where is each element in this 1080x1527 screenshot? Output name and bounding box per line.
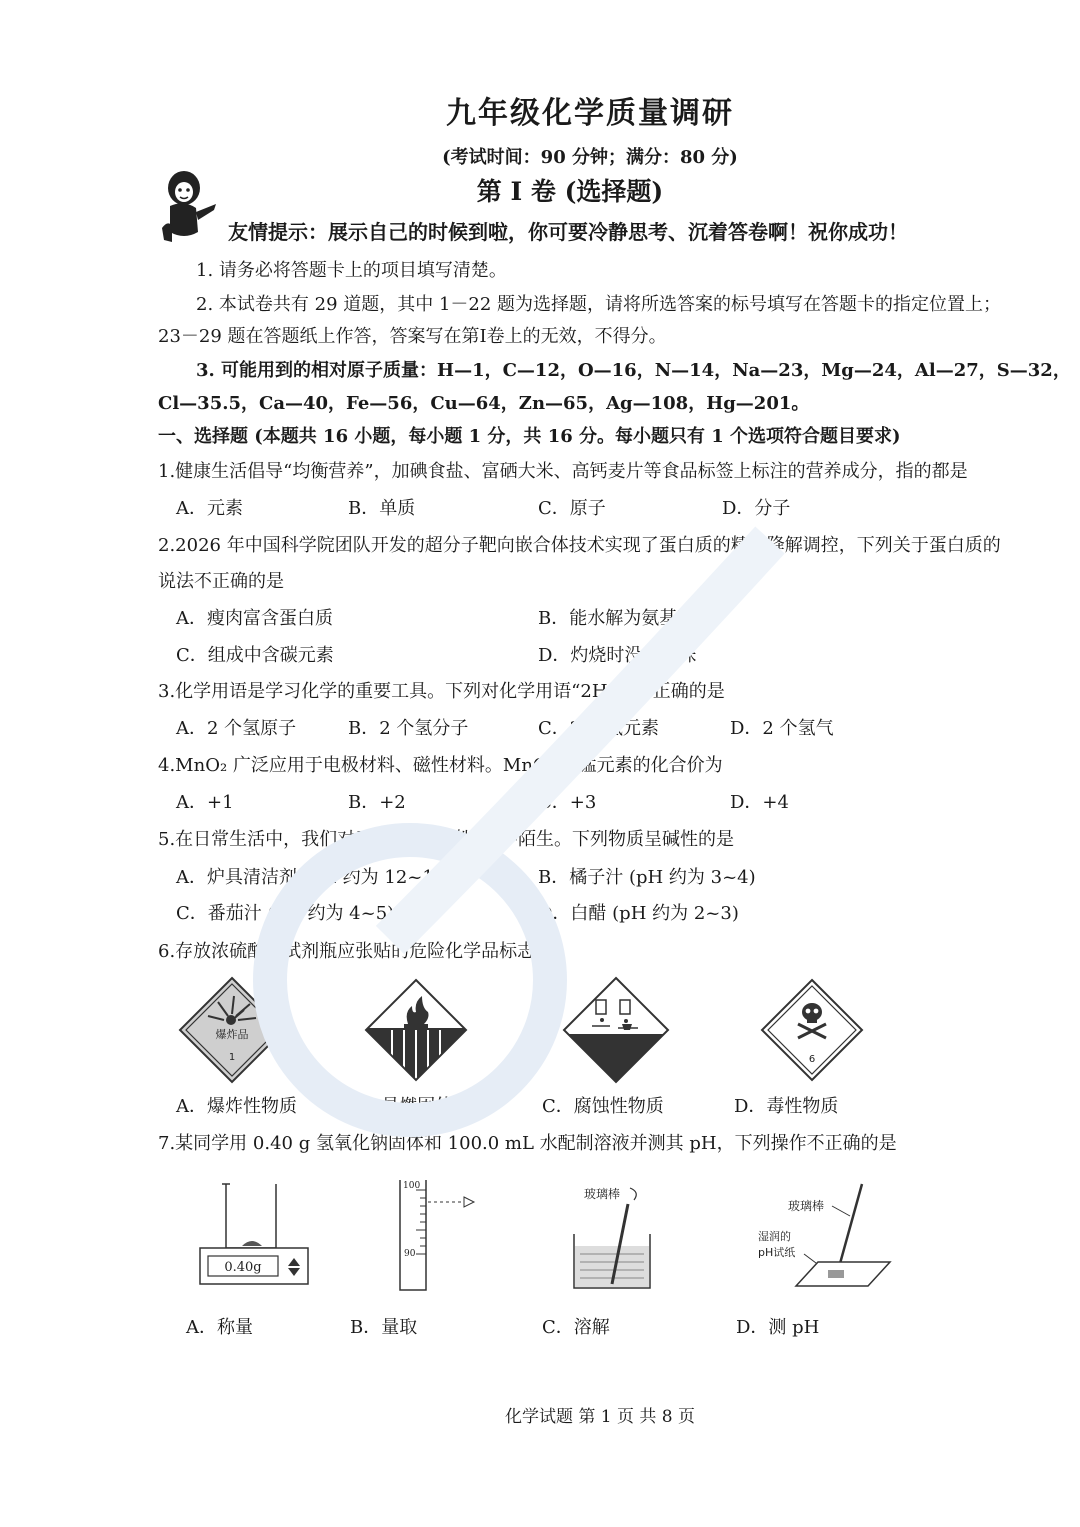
cylinder-mark-mid: 90 xyxy=(404,1249,416,1259)
q6-option-c: C．腐蚀性物质 xyxy=(542,1096,664,1117)
q4-option-c: C．+3 xyxy=(538,792,597,813)
explosive-hazard-sign xyxy=(178,976,286,1084)
friendly-tip: 友情提示：展示自己的时候到啦，你可要冷静思考、沉着答卷啊！祝你成功！ xyxy=(228,220,908,244)
question-7-stem: 7.某同学用 0.40 g 氢氧化钠固体和 100.0 mL 水配制溶液并测其 pH，下列操作不正确的是 xyxy=(158,1133,897,1154)
instruction-3b: Cl—35.5，Ca—40，Fe—56，Cu—64，Zn—65，Ag—108，Hg—201。 xyxy=(158,393,810,414)
explosive-sign-class: 1 xyxy=(228,1052,236,1063)
q7-option-d: D．测 pH xyxy=(736,1317,820,1338)
ph-paper-label-1: 湿润的 xyxy=(758,1230,791,1243)
q5-option-c: C．番茄汁 (pH 约为 4~5) xyxy=(176,903,395,924)
rod-label-d: 玻璃棒 xyxy=(788,1199,825,1213)
q5-option-a: A．炉具清洁剂 (pH 约为 12~13) xyxy=(176,867,453,888)
toxic-hazard-sign xyxy=(760,978,864,1082)
q2-option-d: D．灼烧时没有气味 xyxy=(538,645,697,666)
explosive-sign-label: 爆炸品 xyxy=(215,1028,249,1041)
q3-option-a: A．2 个氢原子 xyxy=(176,718,297,739)
q6-option-a: A．爆炸性物质 xyxy=(176,1096,297,1117)
q7-option-a: A．称量 xyxy=(186,1317,253,1338)
q2-option-c: C．组成中含碳元素 xyxy=(176,645,334,666)
section-title: 第 I 卷 (选择题) xyxy=(476,177,664,206)
cylinder-mark-top: 100 xyxy=(403,1181,421,1191)
q6-option-d: D．毒性物质 xyxy=(734,1096,839,1117)
question-6-stem: 6.存放浓硫酸的试剂瓶应张贴的危险化学品标志是 xyxy=(158,941,554,962)
part-one-heading: 一、选择题 (本题共 16 小题，每小题 1 分，共 16 分。每小题只有 1 个选项符合题目要求) xyxy=(158,426,901,447)
question-3-stem: 3.化学用语是学习化学的重要工具。下列对化学用语“2H”理解正确的是 xyxy=(158,681,725,702)
toxic-sign-class: 6 xyxy=(808,1054,816,1065)
instruction-1: 1. 请务必将答题卡上的项目填写清楚。 xyxy=(196,260,507,281)
corrosive-hazard-sign xyxy=(562,976,670,1084)
q1-option-c: C．原子 xyxy=(538,498,606,519)
exam-subtitle: (考试时间：90 分钟；满分：80 分) xyxy=(442,147,738,168)
instruction-2a: 2. 本试卷共有 29 道题，其中 1－22 题为选择题，请将所选答案的标号填写在答题卡的指定位置上； xyxy=(196,294,1002,315)
q4-option-d: D．+4 xyxy=(730,792,789,813)
instruction-3a: 3. 可能用到的相对原子质量：H—1，C—12，O—16，N—14，Na—23，Mg—24，Al—27，S—32， xyxy=(196,360,1071,381)
q5-option-b: B．橘子汁 (pH 约为 3~4) xyxy=(538,867,756,888)
q1-option-a: A．元素 xyxy=(176,498,243,519)
exam-title: 九年级化学质量调研 xyxy=(446,96,734,131)
rod-label-c: 玻璃棒 xyxy=(584,1187,621,1201)
q3-option-c: C．2 个氢元素 xyxy=(538,718,659,739)
question-4-stem: 4.MnO₂ 广泛应用于电极材料、磁性材料。MnO₂ 中锰元素的化合价为 xyxy=(158,755,723,776)
q1-option-b: B．单质 xyxy=(348,498,416,519)
q2-option-b: B．能水解为氨基酸 xyxy=(538,608,696,629)
graduated-cylinder-diagram xyxy=(392,1176,480,1294)
balance-reading: 0.40g xyxy=(224,1260,262,1275)
q3-option-b: B．2 个氢分子 xyxy=(348,718,469,739)
balance-weighing-diagram xyxy=(196,1178,312,1290)
question-5-stem: 5.在日常生活中，我们对于“酸性”“碱性”并不陌生。下列物质呈碱性的是 xyxy=(158,829,734,850)
question-2-stem-1: 2.2026 年中国科学院团队开发的超分子靶向嵌合体技术实现了蛋白质的精准降解调控，下列关于蛋白质的 xyxy=(158,535,1001,556)
instruction-2b: 23－29 题在答题纸上作答，答案写在第I卷上的无效，不得分。 xyxy=(158,326,667,347)
q7-option-c: C．溶解 xyxy=(542,1317,610,1338)
ph-paper-label-2: pH试纸 xyxy=(758,1246,796,1259)
q4-option-a: A．+1 xyxy=(176,792,234,813)
ph-test-diagram xyxy=(758,1182,898,1294)
q7-option-b: B．量取 xyxy=(350,1317,418,1338)
dissolving-beaker-diagram xyxy=(566,1180,666,1292)
q2-option-a: A．瘦肉富含蛋白质 xyxy=(176,608,333,629)
question-1-stem: 1.健康生活倡导“均衡营养”，加碘食盐、富硒大米、高钙麦片等食品标签上标注的营养成分，指的都是 xyxy=(158,461,968,482)
q4-option-b: B．+2 xyxy=(348,792,406,813)
q3-option-d: D．2 个氢气 xyxy=(730,718,834,739)
q6-option-b: B．易燃固体 xyxy=(350,1096,454,1117)
flammable-solid-hazard-sign xyxy=(364,978,468,1082)
page-footer: 化学试题 第 1 页 共 8 页 xyxy=(504,1407,696,1427)
q1-option-d: D．分子 xyxy=(722,498,791,519)
question-2-stem-2: 说法不正确的是 xyxy=(158,571,284,592)
q5-option-d: D．白醋 (pH 约为 2~3) xyxy=(538,903,739,924)
